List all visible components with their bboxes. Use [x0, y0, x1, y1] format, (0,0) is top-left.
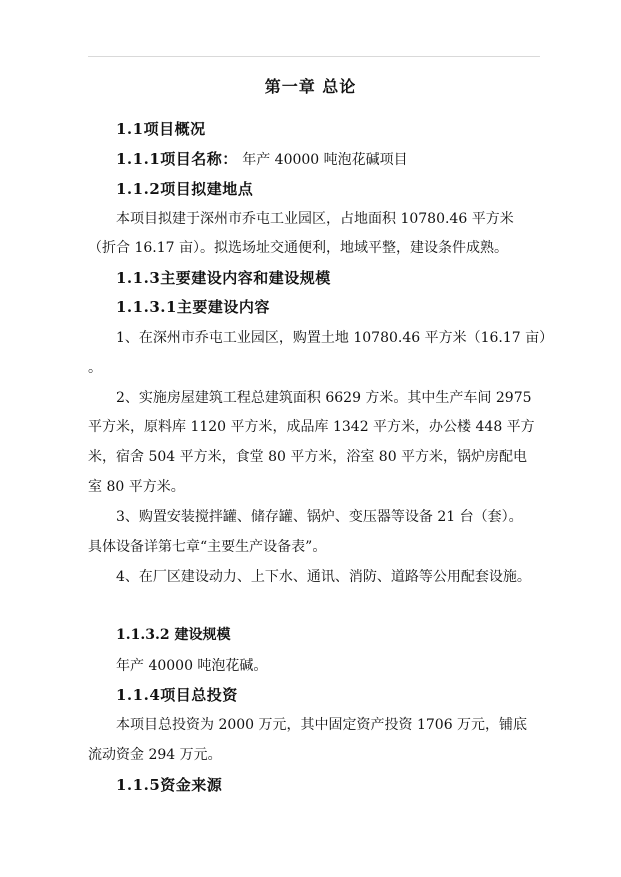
section-heading-1-1-3-2: 1.1.3.2 建设规模	[116, 627, 231, 643]
header-rule	[88, 56, 540, 57]
project-name-label: 1.1.1项目名称：	[116, 150, 238, 168]
section-heading-1-1-5: 1.1.5资金来源	[116, 776, 223, 794]
investment-paragraph-line-1: 本项目总投资为 2000 万元，其中固定资产投资 1706 万元，铺底	[116, 717, 528, 733]
list-item-2-line-3: 米，宿舍 504 平方米，食堂 80 平方米，浴室 80 平方米，锅炉房配电	[88, 449, 528, 465]
list-item-3-line-1: 3、购置安装搅拌罐、储存罐、锅炉、变压器等设备 21 台（套）。	[116, 509, 523, 525]
scale-text: 年产 40000 吨泡花碱。	[116, 658, 268, 674]
section-heading-1-1-3: 1.1.3主要建设内容和建设规模	[116, 269, 331, 287]
section-heading-1-1-4: 1.1.4项目总投资	[116, 686, 238, 704]
list-item-1-line-2: 。	[88, 360, 102, 376]
section-heading-1-1-3-1: 1.1.3.1主要建设内容	[116, 298, 270, 316]
list-item-3-line-2: 具体设备详第七章“主要生产设备表”。	[88, 539, 327, 555]
list-item-1-line-1: 1、在深州市乔屯工业园区，购置土地 10780.46 平方米（16.17 亩）	[116, 330, 554, 346]
chapter-title: 第一章 总论	[264, 77, 357, 96]
section-heading-1-1: 1.1项目概况	[116, 120, 206, 138]
investment-paragraph-line-2: 流动资金 294 万元。	[88, 747, 222, 763]
list-item-2-line-4: 室 80 平方米。	[88, 479, 185, 495]
list-item-4: 4、在厂区建设动力、上下水、通讯、消防、道路等公用配套设施。	[116, 569, 531, 585]
location-paragraph-line-1: 本项目拟建于深州市乔屯工业园区，占地面积 10780.46 平方米	[116, 211, 514, 227]
list-item-2-line-1: 2、实施房屋建筑工程总建筑面积 6629 方米。其中生产车间 2975	[116, 390, 532, 406]
location-paragraph-line-2: （折合 16.17 亩）。拟选场址交通便利，地域平整，建设条件成熟。	[88, 240, 508, 256]
project-name-line	[88, 150, 576, 169]
project-name-value: 年产 40000 吨泡花碱项目	[242, 152, 408, 168]
section-heading-1-1-2: 1.1.2项目拟建地点	[116, 180, 254, 198]
list-item-2-line-2: 平方米，原料库 1120 平方米，成品库 1342 平方米，办公楼 448 平方	[88, 419, 535, 435]
